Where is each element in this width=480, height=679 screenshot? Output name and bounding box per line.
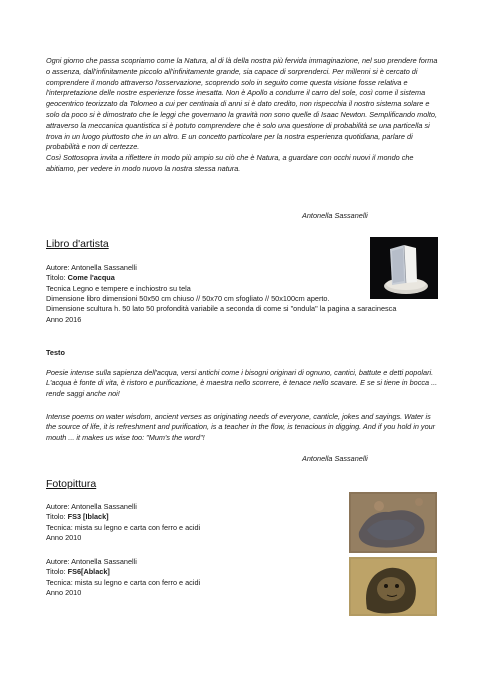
foto-work-2-title-prefix: Titolo:: [46, 567, 68, 577]
foto-work-2: [46, 557, 306, 599]
libro-details: [46, 263, 376, 294]
libro-title-prefix: Titolo:: [46, 273, 68, 283]
intro-text: Ogni giorno che passa scopriamo come la Natura, al di là della nostra più fervida immaginazione, nel suo prendere forma o assenza, dall'infinitamente piccolo all'infinitamente grande, sia capace di sorprenderci. Per millenni si è cercato di comprendere il mondo attraverso l'osservazione, scoprendo solo in seguito come questa visione fosse relativa e l'interpretazione delle nostre esperienze fosse inesatta. Non è Apollo a condurre il carro del sole, così come il sistema geocentrico teorizzato da Tolomeo a cui per centinaia di anni si è dato credito, non rispecchia il nostro sistema solare e solo da poco si è dimostrato che le leggi che governano la gravità non sono quelle di Isaac Newton. Semplificando molto, attraverso la meccanica quantistica si è potuto comprendere che è solo una questione di probabilità se una particella si trova in un luogo piuttosto che in un altro. E un concetto particolare per la nostra esperienza quotidiana, parlare di probabilità e non di certezze.: [46, 56, 438, 152]
intro-paragraph: [46, 56, 438, 175]
libro-dimension-sculpture: Dimensione scultura h. 50 lato 50 profondità variabile a seconda di come si "ondula" la pagina a saracinesca: [46, 304, 397, 314]
testo-label: Testo: [46, 348, 65, 357]
poem-english: Intense poems on water wisdom, ancient verses as originating needs of everyone, canticle, jokes and sayings. Water is the source of life, it is refreshment and purification, is a teacher in the flow, is tenacious in digging. And if you hold in your mouth ... it makes us wise too: "Mum's the word"!: [46, 412, 436, 442]
libro-title-value: Come l'acqua: [67, 273, 115, 283]
foto-work-2-author: Autore: Antonella Sassanelli: [46, 557, 137, 566]
poem-italian: Poesie intense sulla sapienza dell'acqua, versi antichi come i bisogni originari di ognuno, cantici, battute e detti popolari. L'acqua è fonte di vita, è ristoro e purificazione, è maestra nello scorrere, è tenace nello scavare. E se si tiene in bocca ... rende saggi anche noi!: [46, 368, 438, 398]
fotopittura-fs6-art: [349, 557, 437, 616]
intro-signature: Antonella Sassanelli: [302, 211, 368, 220]
libro-author: Autore: Antonella Sassanelli: [46, 263, 137, 272]
foto-work-1-year: Anno 2010: [46, 533, 82, 543]
foto-work-2-technique: Tecnica: mista su legno e carta con ferro e acidi: [46, 577, 201, 587]
book-sculpture-photo: [370, 237, 438, 299]
foto-work-2-year: Anno 2010: [46, 588, 82, 598]
foto-work-1-title-prefix: Titolo:: [46, 512, 68, 522]
foto-work-1-technique: Tecnica: mista su legno e carta con ferro e acidi: [46, 522, 201, 532]
section-heading-fotopittura: Fotopittura: [46, 478, 97, 490]
foto-work-2-title: [46, 567, 306, 577]
foto-work-1-title: [46, 512, 306, 522]
libro-technique: Tecnica Legno e tempere e inchiostro su tela: [46, 283, 191, 293]
book-sculpture-image: [370, 237, 438, 299]
foto-work-1-title-value: FS3 [Iblack]: [67, 512, 109, 522]
fotopittura-fs3-art: [349, 492, 437, 553]
fotopittura-fs6-image: [349, 557, 437, 616]
libro-signature: Antonella Sassanelli: [302, 454, 368, 463]
fotopittura-fs3-image: [349, 492, 437, 553]
section-heading-libro: Libro d'artista: [46, 238, 109, 250]
libro-dimensions: [46, 294, 438, 325]
libro-dimension-book: Dimensione libro dimensioni 50x50 cm chiuso // 50x70 cm sfogliato // 50x100cm aperto.: [46, 294, 330, 303]
libro-year: Anno 2016: [46, 314, 82, 324]
libro-title-line: [46, 273, 376, 283]
foto-work-2-title-value: FS6[Ablack]: [67, 567, 110, 577]
intro-closing: Così Sottosopra invita a riflettere in modo più ampio su ciò che è Natura, a guardare con occhi nuovi il mondo che abitiamo, per vedere in modo nuovo la nostra stessa natura.: [46, 153, 414, 173]
foto-work-1-author: Autore: Antonella Sassanelli: [46, 502, 137, 511]
foto-work-1: [46, 502, 306, 544]
